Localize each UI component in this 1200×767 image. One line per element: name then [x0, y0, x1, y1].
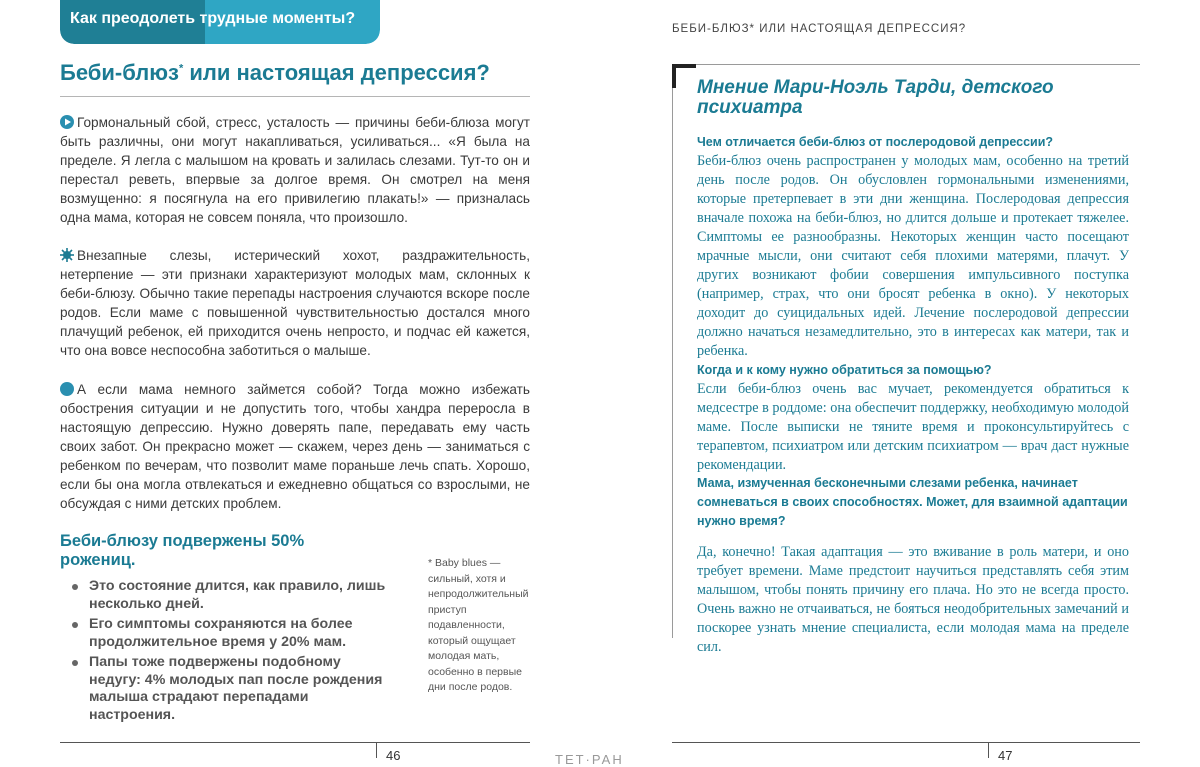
dot-bullet-icon	[60, 382, 74, 396]
answer: Да, конечно! Такая адаптация — это вживание в роль матери, и оно требует времени. Маме предстоит научиться представлять себя этим малышом, чтобы понять причину его плача. Но это не всегда просто. Очень важно не отчаиваться, не бояться неодобрительных замечаний и поскорее узнать мнение специалиста, если молодая мама на пределе сил.	[697, 544, 1129, 655]
footer-tick-left	[376, 742, 377, 758]
answer: Беби-блюз очень распространен у молодых мам, особенно на третий день после родов. Он обусловлен гормональными изменениями, которые претерпевает в эти дни женщина. Послеродовая депрессия вначале похожа на беби-блюз, но длится дольше и протекает тяжелее. Симптомы ее разнообразны. Некоторых женщин часто посещают мрачные мысли, они считают себя плохими матерями, плачут. У других возникают фобии совершения импульсивного поступка (например, страх, что они бросят ребенка в окно). У некоторых доходит до суицидальных идей. Лечение послеродовой депрессии должно начаться незамедлительно, это в интересах как матери, так и ребенка.	[697, 153, 1129, 359]
page-title: Беби-блюз* или настоящая депрессия?	[60, 60, 490, 85]
facts-list	[72, 578, 392, 727]
box-left-border	[672, 64, 673, 638]
paragraph-2: Внезапные слезы, истерический хохот, раздражительность, нетерпение — эти признаки характеризуют молодых мам, склонных к беби-блюзу. Обычно такие перепады настроения случаются вскоре после родов. Если маме с повышенной чувствительностью достался много плачущий ребенок, ей приходится очень непросто, и подчас ей кажется, что она вовсе неспособна заботиться о малыше.	[60, 248, 530, 358]
box-top-border	[678, 64, 1140, 65]
expert-title: Мнение Мари-Ноэль Тарди, детского психиатра	[697, 77, 1054, 118]
title-divider	[60, 96, 530, 97]
qa-section-1	[697, 133, 1129, 361]
question: Мама, измученная бесконечными слезами ребенка, начинает сомневаться в своих способностях. Может, для взаимной адаптации нужно время?	[697, 476, 1128, 528]
question: Когда и к кому нужно обратиться за помощью?	[697, 363, 992, 377]
corner-bracket-icon	[672, 64, 696, 88]
play-bullet-icon	[60, 115, 74, 129]
question: Чем отличается беби-блюз от послеродовой депрессии?	[697, 135, 1054, 149]
list-item: Это состояние длится, как правило, лишь несколько дней.	[72, 578, 392, 613]
page-number-left: 46	[386, 748, 401, 763]
paragraph-1: Гормональный сбой, стресс, усталость — причины беби-блюза могут быть различны, они могут накапливаться, усиливаться... «Я была на пределе. Я легла с малышом на кровать и залилась слезами. Тут-то он и перестал реветь, впервые за долгое время. Он смотрел на меня возмущенно: я посягнула на его привилегию плакать!» — призналась одна мама, которая не совсем поняла, что произошло.	[60, 115, 530, 225]
list-item: Его симптомы сохраняются на более продолжительное время у 20% мам.	[72, 616, 392, 651]
highlight-heading: Беби-блюзу подвержены 50% рожениц.	[60, 532, 305, 569]
qa-section-3	[697, 474, 1129, 657]
section-banner	[60, 0, 380, 44]
footnote: * Baby blues — сильный, хотя и непродолжительный приступ подавленности, который ощущает молодая мать, особенно в первые дни после родов.	[428, 557, 529, 693]
answer: Если беби-блюз очень вас мучает, рекомендуется обратиться к медсестре в роддоме: она обеспечит поддержку, необходимую молодой маме. После выписки не тяните время и проконсультируйтесь с терапевтом, психиатром или детским психиатром — врач даст нужные рекомендации.	[697, 381, 1129, 473]
sun-bullet-icon	[60, 248, 74, 262]
footer-tick-right	[988, 742, 989, 758]
footer-rule-left	[60, 742, 530, 743]
running-head: БЕБИ-БЛЮЗ* ИЛИ НАСТОЯЩАЯ ДЕПРЕССИЯ?	[672, 23, 967, 35]
list-item: Папы тоже подвержены подобному недугу: 4% молодых пап после рождения малыша страдают перепадами настроения.	[72, 654, 392, 724]
banner-text: Как преодолеть трудные моменты?	[70, 10, 356, 27]
qa-section-2	[697, 361, 1129, 475]
footer-rule-right	[672, 742, 1140, 743]
center-mark: ТЕТ·РАН	[555, 752, 624, 767]
paragraph-3: А если мама немного займется собой? Тогда можно избежать обострения ситуации и не допустить того, чтобы хандра переросла в настоящую депрессию. Нужно доверять папе, передавать ему часть своих забот. Он прекрасно может — скажем, через день — заниматься с ребенком по вечерам, что позволит маме пораньше лечь спать. Хорошо, если бы она могла отвлекаться и ежедневно общаться со взрослыми, не обсуждая с ними детских проблем.	[60, 382, 530, 511]
page-number-right: 47	[998, 748, 1013, 763]
